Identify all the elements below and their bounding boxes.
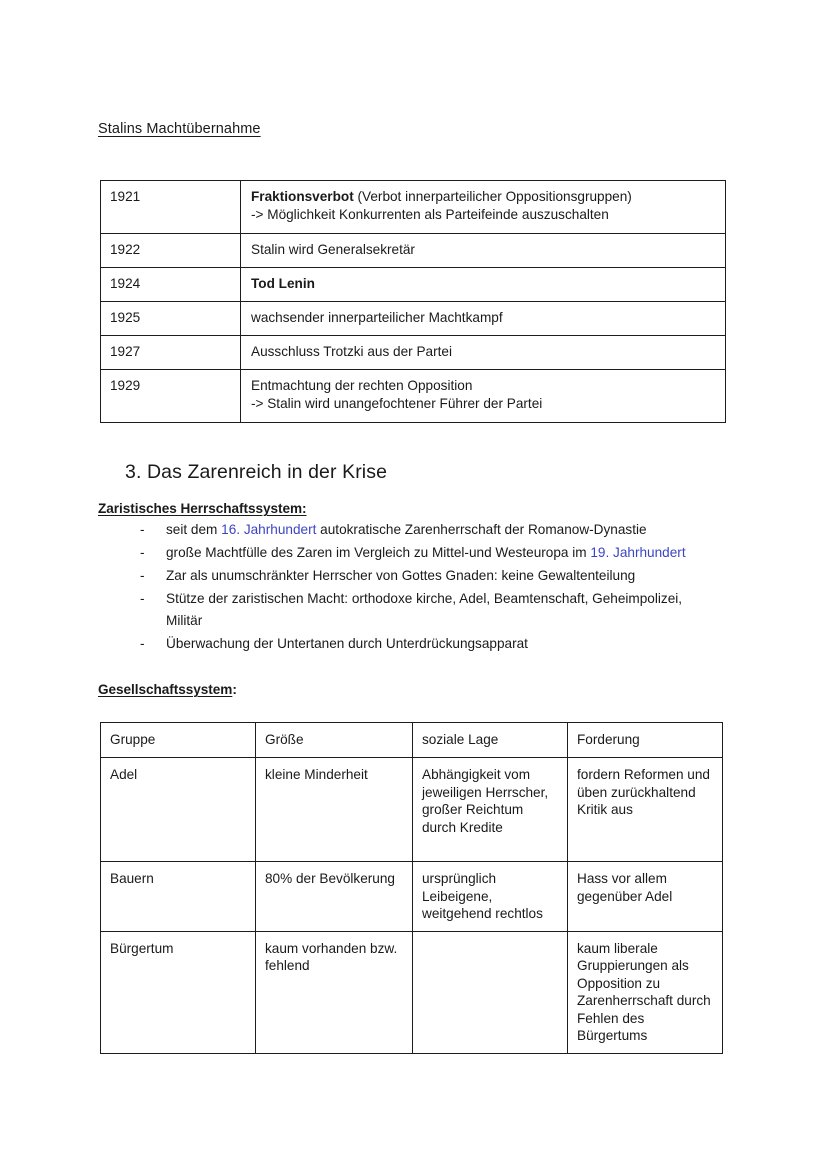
year-cell: 1927: [101, 336, 241, 370]
table-row: [101, 181, 726, 234]
table-row: [101, 758, 723, 862]
column-header-soziale-lage: soziale Lage: [413, 723, 568, 758]
event-text: wachsender innerparteilicher Machtkampf: [251, 310, 503, 325]
list-item: [138, 588, 718, 631]
cell-forderung: Hass vor allem gegenüber Adel: [568, 862, 723, 932]
event-cell: [241, 370, 726, 423]
cell-soziale-lage: Abhängigkeit vom jeweiligen Herrscher, großer Reichtum durch Kredite: [413, 758, 568, 862]
list-item-text: Stütze der zaristischen Macht: orthodoxe kirche, Adel, Beamtenschaft, Geheimpolizei, Militär: [166, 591, 683, 628]
list-item: [138, 519, 718, 541]
column-header-gruppe: Gruppe: [101, 723, 256, 758]
subheading-zaristisches: [98, 500, 307, 518]
list-item-text-tail: autokratische Zarenherrschaft der Romanow-Dynastie: [316, 522, 647, 537]
table-row: [101, 336, 726, 370]
list-item-text: Überwachung der Untertanen durch Unterdrückungsapparat: [166, 635, 528, 651]
event-bold-text: Fraktionsverbot: [251, 189, 354, 204]
chronology-table: [100, 180, 726, 423]
year-cell: 1921: [101, 181, 241, 234]
highlighted-term: 19. Jahrhundert: [590, 545, 686, 560]
bullet-marker: -: [140, 591, 145, 606]
table-header-row: [101, 723, 723, 758]
event-cell: [241, 234, 726, 268]
table-row: [101, 268, 726, 302]
list-item: [138, 542, 718, 564]
event-bold-text: Tod Lenin: [251, 276, 315, 291]
column-header-groesse: Größe: [256, 723, 413, 758]
zaristisches-bullet-list: [138, 519, 718, 656]
cell-gruppe: Adel: [101, 758, 256, 862]
year-cell: 1922: [101, 234, 241, 268]
list-item: [138, 633, 718, 655]
cell-soziale-lage: [413, 931, 568, 1053]
bullet-marker: -: [140, 635, 145, 651]
year-cell: 1925: [101, 302, 241, 336]
cell-groesse: kaum vorhanden bzw. fehlend: [256, 931, 413, 1053]
list-item-text: seit dem: [166, 522, 222, 537]
cell-soziale-lage: ursprünglich Leibeigene, weitgehend rechtlos: [413, 862, 568, 932]
table-row: [101, 931, 723, 1053]
cell-gruppe: Bauern: [101, 862, 256, 932]
chronology-table-body: [101, 181, 726, 423]
event-cell: [241, 268, 726, 302]
event-text: Entmachtung der rechten Opposition: [251, 378, 473, 393]
subheading-gesellschaftssystem-label: Gesellschaftssystem: [98, 682, 233, 697]
page-title: Stalins Machtübernahme: [98, 121, 261, 137]
event-text: (Verbot innerparteilicher Oppositionsgruppen): [353, 189, 632, 204]
cell-forderung: kaum liberale Gruppierungen als Opposition zu Zarenherrschaft durch Fehlen des Bürgertums: [568, 931, 723, 1053]
cell-groesse: kleine Minderheit: [256, 758, 413, 862]
table-row: [101, 862, 723, 932]
list-item: [138, 565, 718, 587]
event-cell: [241, 336, 726, 370]
subheading-gesellschaftssystem-suffix: :: [232, 682, 237, 697]
table-row: [101, 234, 726, 268]
section-heading: 3. Das Zarenreich in der Krise: [125, 461, 388, 483]
event-cell: [241, 181, 726, 234]
bullet-marker: -: [140, 568, 145, 583]
event-subline: -> Stalin wird unangefochtener Führer der Partei: [251, 395, 543, 411]
subheading-gesellschaftssystem: [98, 681, 237, 699]
cell-forderung: fordern Reformen und üben zurückhaltend Kritik aus: [568, 758, 723, 862]
bullet-marker: -: [140, 522, 145, 537]
table-row: [101, 370, 726, 423]
event-cell: [241, 302, 726, 336]
list-item-text: große Machtfülle des Zaren im Vergleich zu Mittel-und Westeuropa im: [166, 545, 591, 560]
table-row: [101, 302, 726, 336]
list-item-text: Zar als unumschränkter Herrscher von Gottes Gnaden: keine Gewaltenteilung: [166, 568, 636, 583]
column-header-forderung: Forderung: [568, 723, 723, 758]
society-table: [100, 722, 723, 1054]
event-text: Stalin wird Generalsekretär: [251, 242, 415, 257]
subheading-zaristisches-label: Zaristisches Herrschaftssystem:: [98, 501, 307, 516]
event-text: Ausschluss Trotzki aus der Partei: [251, 344, 452, 359]
cell-groesse: 80% der Bevölkerung: [256, 862, 413, 932]
bullet-marker: -: [140, 545, 145, 560]
cell-gruppe: Bürgertum: [101, 931, 256, 1053]
highlighted-term: 16. Jahrhundert: [221, 522, 317, 537]
year-cell: 1924: [101, 268, 241, 302]
event-subline: -> Möglichkeit Konkurrenten als Parteifeinde auszuschalten: [251, 206, 609, 222]
year-cell: 1929: [101, 370, 241, 423]
society-table-body: [101, 723, 723, 1054]
